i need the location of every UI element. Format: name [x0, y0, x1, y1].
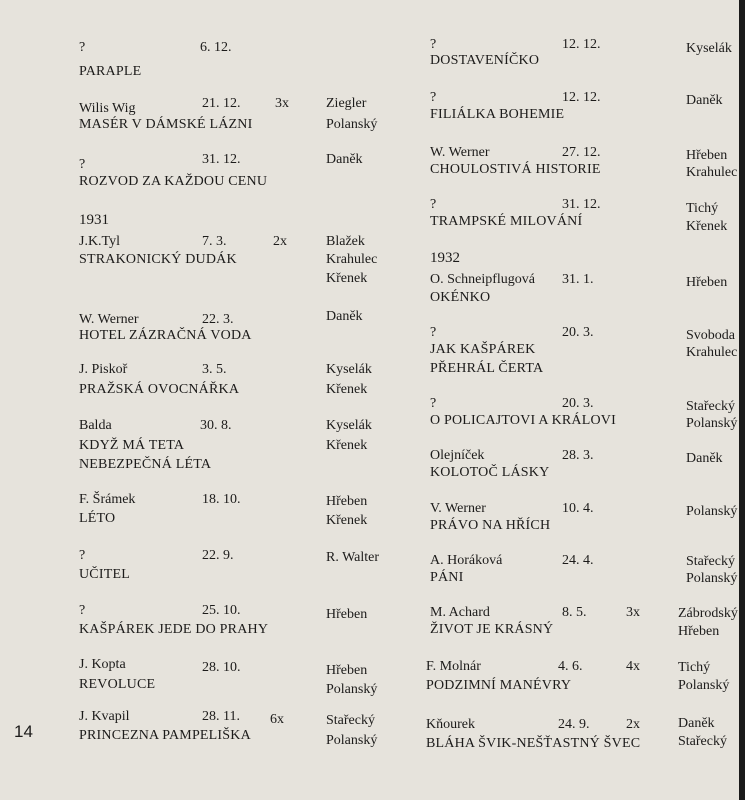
entry-title: O POLICAJTOVI A KRÁLOVI — [430, 413, 616, 428]
entry-person: Kyselák — [326, 418, 372, 433]
entry-title: PÁNI — [430, 570, 464, 585]
entry-count: 3x — [626, 605, 640, 620]
right-column — [375, 0, 745, 800]
entry-person: Kyselák — [326, 362, 372, 377]
entry-title: PRINCEZNA PAMPELIŠKA — [79, 728, 251, 743]
entry-date: 24. 4. — [562, 553, 594, 568]
entry-person: Tichý — [686, 201, 719, 216]
entry-date: 28. 10. — [202, 660, 241, 675]
entry-author: ? — [430, 37, 437, 52]
entry-title-line2: NEBEZPEČNÁ LÉTA — [79, 457, 212, 472]
entry-title: CHOULOSTIVÁ HISTORIE — [430, 162, 601, 177]
entry-date: 4. 6. — [558, 659, 583, 674]
entry-date: 7. 3. — [202, 234, 227, 249]
entry-person: Kyselák — [686, 41, 732, 56]
entry-date: 28. 3. — [562, 448, 594, 463]
entry — [375, 272, 745, 332]
entry — [0, 418, 370, 478]
entry-date: 25. 10. — [202, 603, 241, 618]
entry-date: 24. 9. — [558, 717, 590, 732]
entry-date: 12. 12. — [562, 90, 601, 105]
entry-author: Balda — [79, 418, 112, 433]
entry-date: 6. 12. — [200, 40, 232, 55]
entry-date: 22. 3. — [202, 312, 234, 327]
entry-title: PODZIMNÍ MANÉVRY — [426, 678, 572, 693]
entry-title: PARAPLE — [79, 64, 142, 79]
entry-person: Zábrodský — [678, 606, 738, 621]
entry-title: KDYŽ MÁ TETA — [79, 438, 185, 453]
entry-person: Daněk — [326, 152, 363, 167]
entry-author: ? — [430, 396, 437, 411]
entry-person: Polanský — [686, 571, 738, 586]
entry-author: J. Kvapil — [79, 709, 130, 724]
entry-person: Ziegler — [326, 96, 367, 111]
entry-title: OKÉNKO — [430, 290, 491, 305]
entry-person: Křenek — [326, 382, 368, 397]
entry-title: JAK KAŠPÁREK — [430, 342, 536, 357]
page-edge-shadow — [739, 0, 745, 800]
entry-title: FILIÁLKA BOHEMIE — [430, 107, 565, 122]
entry — [0, 600, 370, 660]
entry-author: ? — [79, 548, 86, 563]
entry-author: W. Werner — [79, 312, 139, 327]
entry-count: 4x — [626, 659, 640, 674]
entry-author: M. Achard — [430, 605, 490, 620]
entry-count: 6x — [270, 712, 284, 727]
entry — [0, 362, 370, 422]
entry — [0, 657, 378, 717]
entry-person: Svoboda — [686, 328, 735, 343]
entry-date: 27. 12. — [562, 145, 601, 160]
entry — [375, 448, 745, 508]
entry-date: 12. 12. — [562, 37, 601, 52]
entry — [375, 325, 745, 385]
entry-person: Křenek — [326, 513, 368, 528]
entry-title: TRAMPSKÉ MILOVÁNÍ — [430, 214, 583, 229]
entry-author: A. Horáková — [430, 553, 503, 568]
entry — [0, 40, 370, 100]
entry — [375, 90, 745, 150]
entry-person: Krahulec — [686, 165, 738, 180]
entry-person: Polanský — [678, 678, 730, 693]
entry-person: Stařecký — [686, 399, 735, 414]
entry-person: Daněk — [678, 716, 715, 731]
year-heading: 1931 — [79, 212, 109, 228]
entry-person: Polanský — [326, 682, 378, 697]
entry-title: KOLOTOČ LÁSKY — [430, 465, 550, 480]
entry — [0, 709, 378, 769]
entry-date: 20. 3. — [562, 325, 594, 340]
entry-date: 28. 11. — [202, 709, 240, 724]
entry-title: PRÁVO NA HŘÍCH — [430, 518, 551, 533]
entry-person: Polanský — [326, 117, 378, 132]
entry-author: W. Werner — [430, 145, 490, 160]
entry — [375, 659, 745, 719]
entry-person: Polanský — [686, 416, 738, 431]
entry-person: Hřeben — [678, 624, 720, 639]
entry-person: Polanský — [326, 733, 378, 748]
year-heading: 1932 — [430, 250, 460, 266]
entry-author: V. Werner — [430, 501, 486, 516]
entry-person: Daněk — [326, 309, 363, 324]
entry-person: Krahulec — [326, 252, 378, 267]
entry-date: 31. 1. — [562, 272, 594, 287]
entry — [375, 396, 745, 456]
entry — [0, 490, 370, 550]
entry-person: Blažek — [326, 234, 365, 249]
entry-person: Stařecký — [686, 554, 735, 569]
entry-title: ŽIVOT JE KRÁSNÝ — [430, 622, 554, 637]
entry-title: DOSTAVENÍČKO — [430, 53, 540, 68]
entry-title: MASÉR V DÁMSKÉ LÁZNI — [79, 117, 253, 132]
entry — [0, 545, 380, 605]
entry-title: REVOLUCE — [79, 677, 156, 692]
entry-title: HOTEL ZÁZRAČNÁ VODA — [79, 328, 252, 343]
entry — [375, 501, 745, 561]
entry — [0, 96, 378, 156]
page-number: 14 — [14, 722, 33, 741]
entry-person: Křenek — [686, 219, 728, 234]
entry-person: Hřeben — [686, 148, 728, 163]
entry-title: KAŠPÁREK JEDE DO PRAHY — [79, 622, 269, 637]
entry-author: F. Molnár — [426, 659, 481, 674]
entry-date: 31. 12. — [562, 197, 601, 212]
entry-author: O. Schneipflugová — [430, 272, 535, 287]
entry-author: J.K.Tyl — [79, 234, 121, 249]
entry-title: UČITEL — [79, 567, 130, 582]
entry — [375, 605, 745, 665]
entry-title: BLÁHA ŠVIK-NEŠŤASTNÝ ŠVEC — [426, 736, 641, 751]
entry-author: F. Šrámek — [79, 492, 136, 507]
entry-author: Wilis Wig — [79, 101, 136, 116]
entry-author: ? — [79, 603, 86, 618]
entry-date: 30. 8. — [200, 418, 232, 433]
entry — [375, 145, 745, 205]
entry — [375, 553, 745, 613]
entry-count: 2x — [273, 234, 287, 249]
entry-date: 3. 5. — [202, 362, 227, 377]
entry-author: Olejníček — [430, 448, 485, 463]
entry — [375, 37, 745, 97]
entry-title-line2: PŘEHRÁL ČERTA — [430, 361, 544, 376]
entry-person: Hřeben — [326, 663, 368, 678]
entry — [0, 152, 370, 212]
entry-count: 3x — [275, 96, 289, 111]
entry — [375, 717, 745, 777]
entry-person: Hřeben — [686, 275, 728, 290]
entry-title: PRAŽSKÁ OVOCNÁŘKA — [79, 382, 240, 397]
entry — [0, 309, 370, 369]
entry-author: ? — [430, 325, 437, 340]
entry-title: LÉTO — [79, 511, 116, 526]
entry-author: ? — [430, 197, 437, 212]
entry-person: Daněk — [686, 93, 723, 108]
entry-date: 21. 12. — [202, 96, 241, 111]
entry-person: Hřeben — [326, 607, 368, 622]
entry-date: 31. 12. — [202, 152, 241, 167]
entry-author: J. Piskoř — [79, 362, 128, 377]
entry-person: Krahulec — [686, 345, 738, 360]
entry-person: Polanský — [686, 504, 738, 519]
entry-person: Hřeben — [326, 494, 368, 509]
entry-author: Kňourek — [426, 717, 475, 732]
entry-date: 20. 3. — [562, 396, 594, 411]
entry-date: 18. 10. — [202, 492, 241, 507]
entry-date: 8. 5. — [562, 605, 587, 620]
entry-author: J. Kopta — [79, 657, 126, 672]
entry-count: 2x — [626, 717, 640, 732]
entry-person: Daněk — [686, 451, 723, 466]
entry-date: 22. 9. — [202, 548, 234, 563]
entry-person: R. Walter — [326, 550, 380, 565]
entry-person: Křenek — [326, 271, 368, 286]
entry — [0, 234, 378, 294]
entry-person: Křenek — [326, 438, 368, 453]
entry-person: Stařecký — [678, 734, 727, 749]
entry-author: ? — [79, 157, 86, 172]
entry-person: Tichý — [678, 660, 711, 675]
entry-person: Stařecký — [326, 713, 375, 728]
entry-date: 10. 4. — [562, 501, 594, 516]
entry-author: ? — [430, 90, 437, 105]
entry-title: STRAKONICKÝ DUDÁK — [79, 252, 237, 267]
entry-author: ? — [79, 40, 86, 55]
entry — [375, 197, 745, 257]
entry-title: ROZVOD ZA KAŽDOU CENU — [79, 174, 268, 189]
